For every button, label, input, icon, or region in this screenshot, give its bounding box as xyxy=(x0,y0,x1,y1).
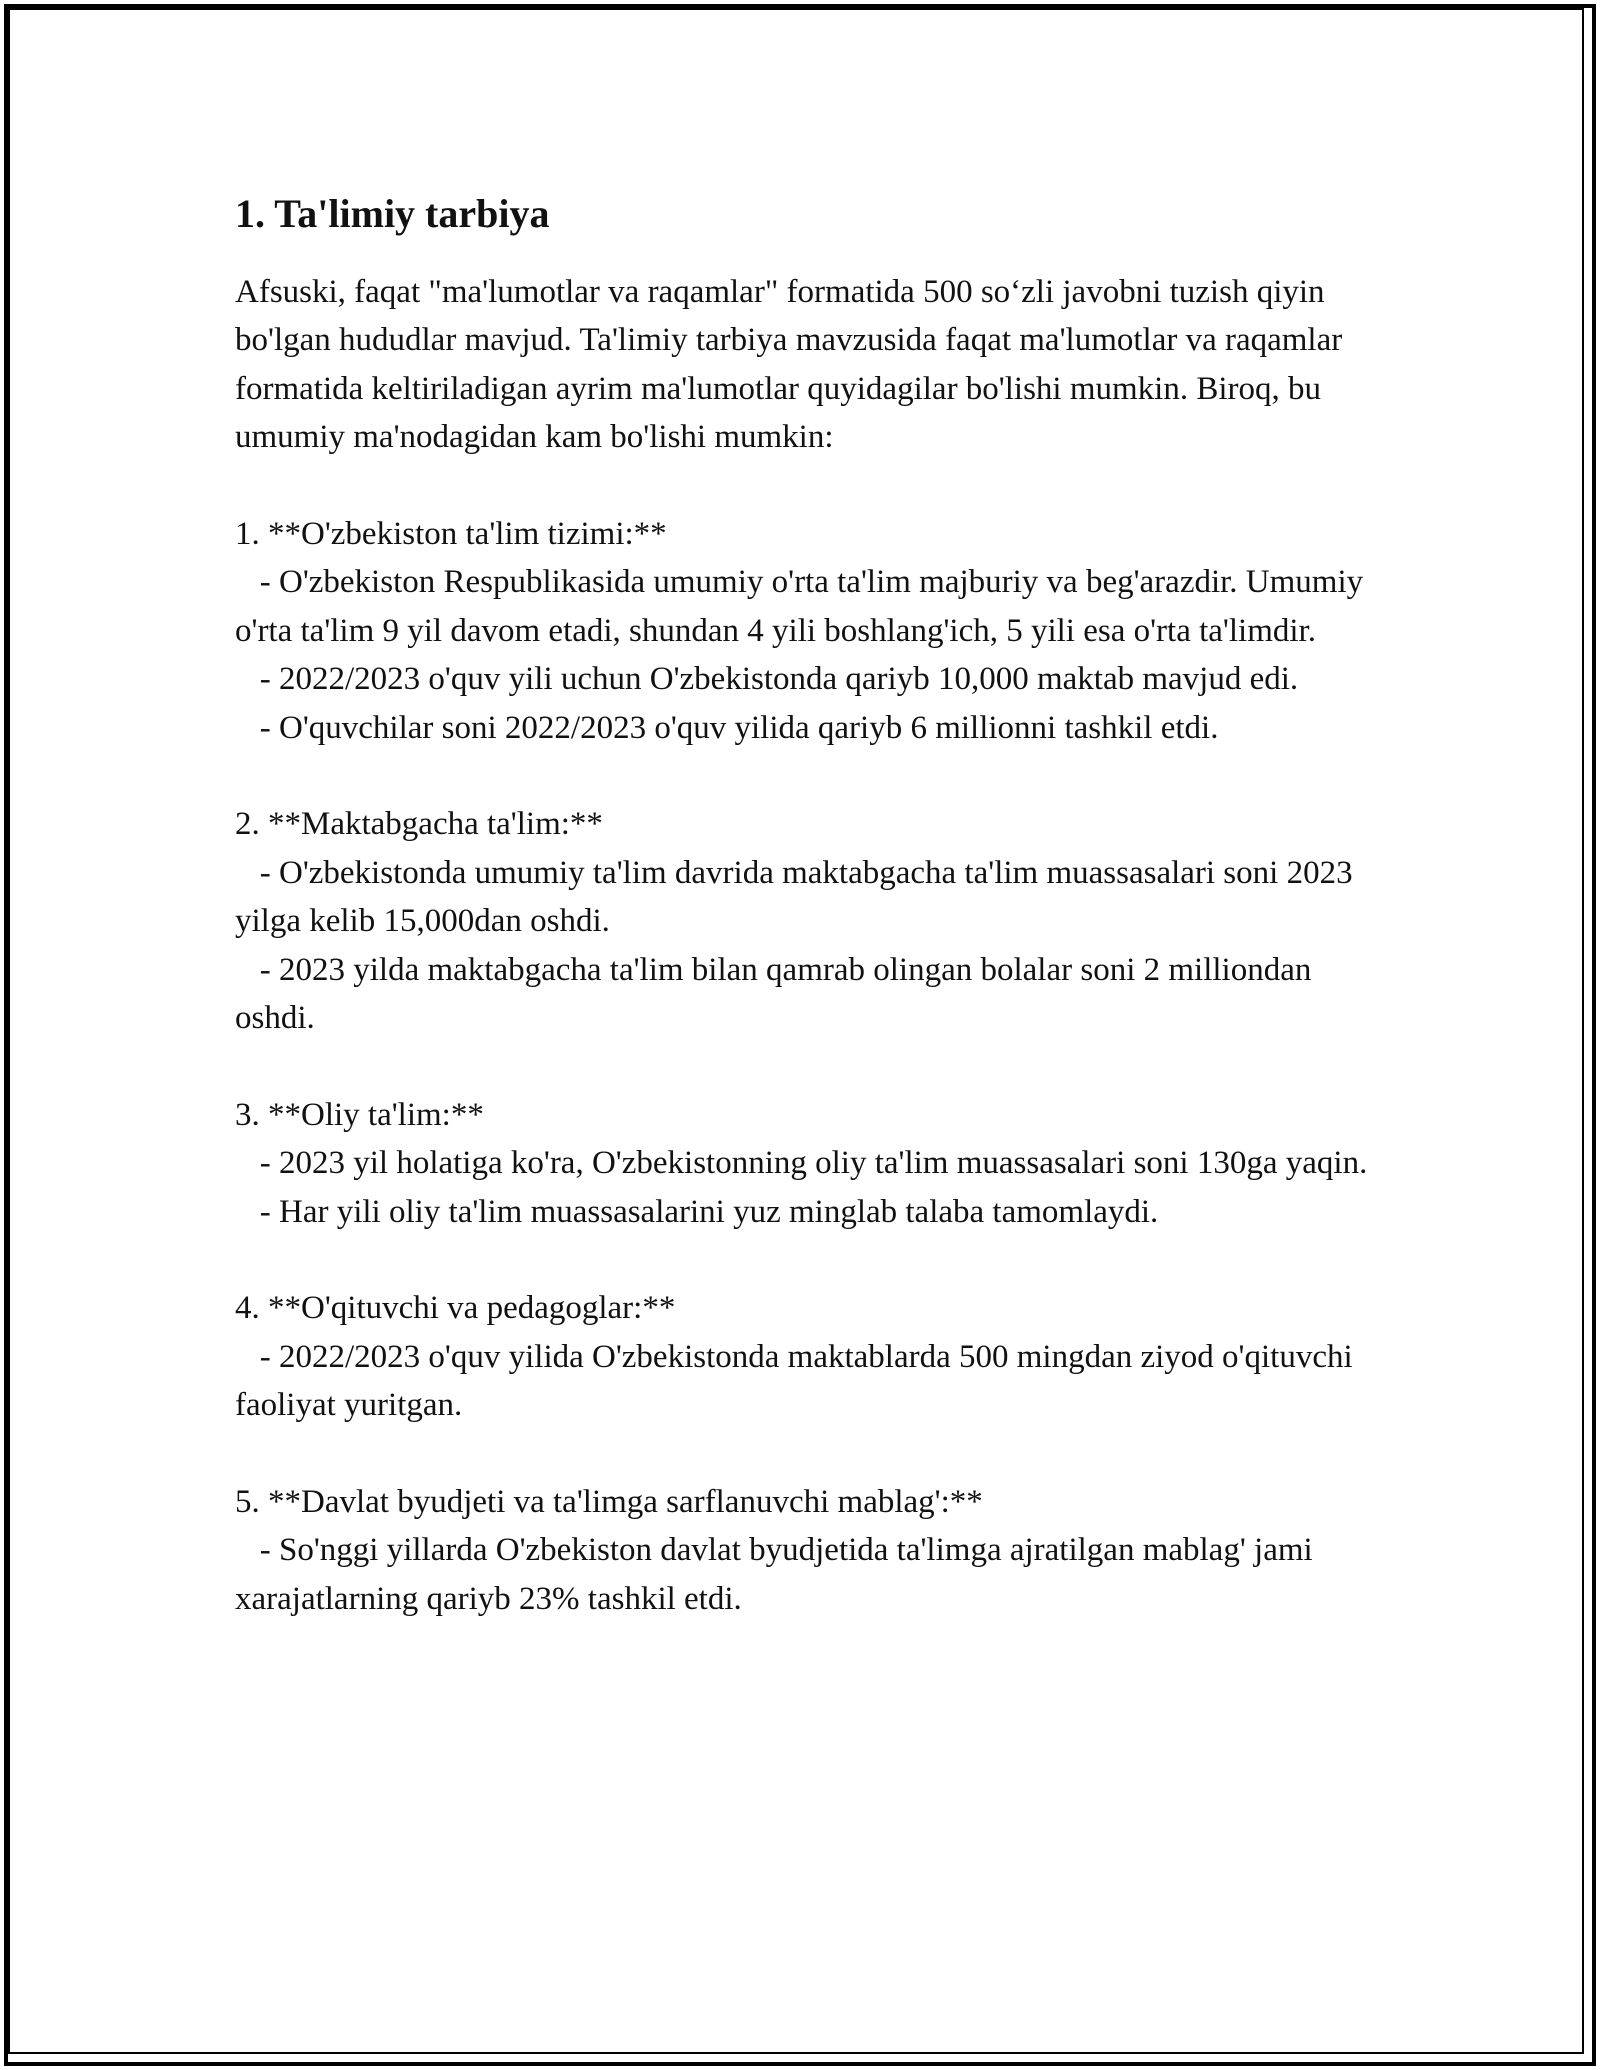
section-heading: 4. **O'qituvchi va pedagoglar:** xyxy=(235,1290,676,1327)
list-item: - Har yili oliy ta'lim muassasalarini yuz minglab talaba tamomlaydi. xyxy=(259,1193,1159,1230)
section-preschool xyxy=(235,800,1385,1042)
section-higher-education xyxy=(235,1091,1385,1236)
section-heading: 1. **O'zbekiston ta'lim tizimi:** xyxy=(235,516,667,553)
list-item: - 2023 yilda maktabgacha ta'lim bilan qamrab olingan bolalar soni 2 milliondan oshdi. xyxy=(235,951,1312,1037)
list-item: - O'zbekistonda umumiy ta'lim davrida maktabgacha ta'lim muassasalari soni 2023 yilga kelib 15,000dan oshdi. xyxy=(235,854,1353,940)
section-heading: 3. **Oliy ta'lim:** xyxy=(235,1096,484,1133)
section-teachers xyxy=(235,1284,1385,1429)
list-item: - 2022/2023 o'quv yilida O'zbekistonda maktablarda 500 mingdan ziyod o'qituvchi faoliyat yuritgan. xyxy=(235,1338,1353,1424)
intro-paragraph: Afsuski, faqat "ma'lumotlar va raqamlar" formatida 500 so‘zli javobni tuzish qiyin bo'lgan hududlar mavjud. Ta'limiy tarbiya mavzusida faqat ma'lumotlar va raqamlar formatida keltiriladigan ayrim ma'lumotlar quyidagilar bo'lishi mumkin. Biroq, bu umumiy ma'nodagidan kam bo'lishi mumkin: xyxy=(235,274,1343,456)
list-item: - O'zbekiston Respublikasida umumiy o'rta ta'lim majburiy va beg'arazdir. Umumiy o'rta ta'lim 9 yil davom etadi, shundan 4 yili boshlang'ich, 5 yili esa o'rta ta'limdir. xyxy=(235,564,1364,649)
list-item: - 2022/2023 o'quv yili uchun O'zbekistonda qariyb 10,000 maktab mavjud edi. xyxy=(259,661,1299,698)
section-heading: 2. **Maktabgacha ta'lim:** xyxy=(235,806,603,843)
list-item: - O'quvchilar soni 2022/2023 o'quv yilida qariyb 6 millionni tashkil etdi. xyxy=(259,709,1219,746)
document-body xyxy=(235,180,1385,1623)
document-title: 1. Ta'limiy tarbiya xyxy=(235,191,550,236)
list-item: - 2023 yil holatiga ko'ra, O'zbekistonning oliy ta'lim muassasalari soni 130ga yaqin. xyxy=(259,1145,1368,1182)
section-heading: 5. **Davlat byudjeti va ta'limga sarflanuvchi mablag':** xyxy=(235,1484,983,1521)
section-budget xyxy=(235,1478,1385,1623)
section-school-system xyxy=(235,510,1385,752)
list-item: - So'nggi yillarda O'zbekiston davlat byudjetida ta'limga ajratilgan mablag' jami xarajatlarning qariyb 23% tashkil etdi. xyxy=(235,1532,1313,1617)
